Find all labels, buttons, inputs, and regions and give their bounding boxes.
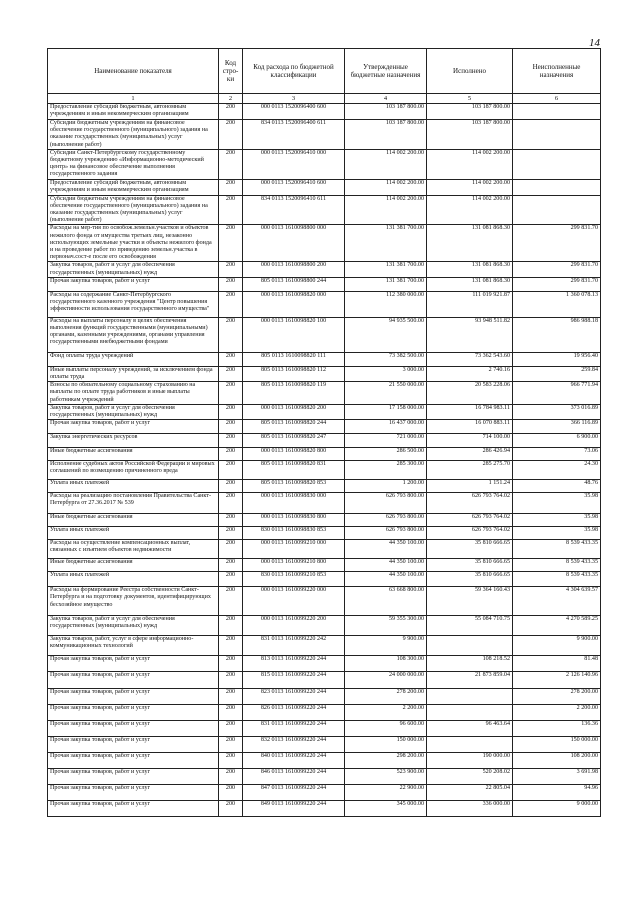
table-row	[48, 317, 601, 352]
column-number: 5	[427, 94, 513, 104]
row-line-code: 200	[219, 420, 243, 434]
row-name: Иные выплаты персоналу учреждений, за исключением фонда оплаты труда	[48, 366, 219, 381]
row-line-code: 200	[219, 291, 243, 317]
row-budget-code: 815 0113 1610099220 244	[243, 672, 345, 689]
row-executed: 55 084 710.75	[427, 616, 513, 636]
row-budget-code: 823 0113 1610099220 244	[243, 689, 345, 705]
table-row	[48, 149, 601, 179]
row-unexecuted: 9 000.00	[513, 801, 601, 817]
row-approved: 131 381 700.00	[345, 262, 427, 277]
row-name: Субсидии Санкт-Петербургскому государственному бюджетному учреждению «Информационно-методический центр» на финансовое обеспечение выполнения государственного задания	[48, 149, 219, 179]
table-row	[48, 656, 601, 672]
row-name: Прочая закупка товаров, работ и услуг	[48, 689, 219, 705]
row-budget-code: 832 0113 1610099220 244	[243, 737, 345, 753]
row-line-code: 200	[219, 656, 243, 672]
row-unexecuted: 278 200.00	[513, 689, 601, 705]
row-name: Предоставление субсидий бюджетным, автономным учреждениям и иным некоммерческим организациям	[48, 179, 219, 195]
header-budget-code: Код расхода по бюджетной классификации	[243, 49, 345, 94]
row-budget-code: 000 0113 1610098820 000	[243, 291, 345, 317]
row-name: Уплата иных платежей	[48, 480, 219, 493]
row-budget-code: 830 0113 1610098830 853	[243, 527, 345, 540]
table-row	[48, 785, 601, 801]
row-line-code: 200	[219, 616, 243, 636]
budget-execution-table	[47, 48, 601, 817]
table-row	[48, 689, 601, 705]
table-row	[48, 366, 601, 381]
row-budget-code: 826 0113 1610099220 244	[243, 705, 345, 721]
row-line-code: 200	[219, 366, 243, 381]
row-unexecuted: 4 304 639.57	[513, 587, 601, 616]
row-approved: 1 200.00	[345, 480, 427, 493]
row-line-code: 200	[219, 404, 243, 419]
table-row	[48, 480, 601, 493]
row-name: Закупка товаров, работ и услуг для обеспечения государственных (муниципальных) нужд	[48, 262, 219, 277]
row-unexecuted	[513, 104, 601, 120]
row-approved: 44 350 100.00	[345, 572, 427, 587]
row-unexecuted: 108 200.00	[513, 753, 601, 769]
row-unexecuted	[513, 149, 601, 179]
row-approved: 721 000.00	[345, 434, 427, 448]
row-executed: 35 810 666.65	[427, 559, 513, 572]
row-unexecuted: 150 000.00	[513, 737, 601, 753]
row-budget-code: 847 0113 1610099220 244	[243, 785, 345, 801]
row-approved: 626 793 800.00	[345, 527, 427, 540]
row-unexecuted: 1 360 078.13	[513, 291, 601, 317]
row-budget-code: 000 0113 1610099210 000	[243, 540, 345, 559]
row-approved: 96 600.00	[345, 721, 427, 737]
row-budget-code: 000 0113 1610098820 100	[243, 317, 345, 352]
row-approved: 523 900.00	[345, 769, 427, 785]
header-executed: Исполнено	[427, 49, 513, 94]
row-approved: 114 002 200.00	[345, 179, 427, 195]
row-line-code: 200	[219, 480, 243, 493]
row-budget-code: 840 0113 1610099220 244	[243, 753, 345, 769]
row-name: Прочая закупка товаров, работ и услуг	[48, 769, 219, 785]
row-name: Прочая закупка товаров, работ и услуг	[48, 721, 219, 737]
row-executed	[427, 636, 513, 656]
table-row	[48, 225, 601, 262]
row-budget-code: 849 0113 1610099220 244	[243, 801, 345, 817]
row-executed: 111 019 921.87	[427, 291, 513, 317]
row-line-code: 200	[219, 769, 243, 785]
row-executed: 22 805.04	[427, 785, 513, 801]
table-body	[48, 104, 601, 817]
table-row	[48, 514, 601, 527]
row-line-code: 200	[219, 461, 243, 480]
table-row	[48, 404, 601, 419]
row-unexecuted: 8 539 433.35	[513, 572, 601, 587]
row-executed: 16 784 983.11	[427, 404, 513, 419]
row-unexecuted: 299 831.70	[513, 225, 601, 262]
row-name: Закупка товаров, работ и услуг для обеспечения государственных (муниципальных) нужд	[48, 616, 219, 636]
row-name: Прочая закупка товаров, работ и услуг	[48, 753, 219, 769]
row-unexecuted: 35.98	[513, 493, 601, 514]
row-budget-code: 000 0113 1520096410 600	[243, 179, 345, 195]
row-unexecuted: 3 691.98	[513, 769, 601, 785]
table-row	[48, 672, 601, 689]
row-unexecuted: 48.76	[513, 480, 601, 493]
row-executed: 20 583 228.06	[427, 382, 513, 405]
row-budget-code: 813 0113 1610099220 244	[243, 656, 345, 672]
row-name: Прочая закупка товаров, работ и услуг	[48, 737, 219, 753]
row-line-code: 200	[219, 737, 243, 753]
row-executed: 73 362 543.60	[427, 352, 513, 366]
row-line-code: 200	[219, 587, 243, 616]
row-unexecuted: 35.98	[513, 527, 601, 540]
row-budget-code: 000 0113 1520096400 600	[243, 104, 345, 120]
row-line-code: 200	[219, 195, 243, 225]
table-row	[48, 801, 601, 817]
row-approved: 44 350 100.00	[345, 540, 427, 559]
row-approved: 114 002 200.00	[345, 195, 427, 225]
row-approved: 44 350 100.00	[345, 559, 427, 572]
row-approved: 286 500.00	[345, 448, 427, 461]
row-name: Расходы на формирование Реестра собственности Санкт-Петербурга и на подготовку документов, идентифицирующих бесхозяйное имущество	[48, 587, 219, 616]
row-approved: 22 900.00	[345, 785, 427, 801]
row-executed: 626 793 764.02	[427, 493, 513, 514]
row-approved: 9 900.00	[345, 636, 427, 656]
row-budget-code: 000 0113 1520096410 000	[243, 149, 345, 179]
row-line-code: 200	[219, 382, 243, 405]
row-name: Расходы на содержание Санкт-Петербургского государственного казенного учреждения "Центр повышения эффективности использования государственного имущества"	[48, 291, 219, 317]
row-unexecuted: 94.96	[513, 785, 601, 801]
row-unexecuted: 2 126 140.96	[513, 672, 601, 689]
row-unexecuted: 373 016.89	[513, 404, 601, 419]
row-unexecuted: 9 900.00	[513, 636, 601, 656]
row-unexecuted: 6 900.00	[513, 434, 601, 448]
row-unexecuted: 35.98	[513, 514, 601, 527]
row-unexecuted: 986 988.18	[513, 317, 601, 352]
row-line-code: 200	[219, 317, 243, 352]
table-row	[48, 705, 601, 721]
row-unexecuted	[513, 179, 601, 195]
row-budget-code: 831 0113 1610099220 242	[243, 636, 345, 656]
row-line-code: 200	[219, 120, 243, 150]
row-unexecuted: 81.48	[513, 656, 601, 672]
row-line-code: 200	[219, 277, 243, 291]
table-row	[48, 753, 601, 769]
row-approved: 16 437 000.00	[345, 420, 427, 434]
column-number-row	[48, 94, 601, 104]
row-approved: 21 550 000.00	[345, 382, 427, 405]
row-line-code: 200	[219, 705, 243, 721]
table-row	[48, 769, 601, 785]
row-line-code: 200	[219, 179, 243, 195]
row-executed: 35 810 666.65	[427, 572, 513, 587]
row-budget-code: 000 0113 1610098830 800	[243, 514, 345, 527]
header-approved: Утвержденные бюджетные назначения	[345, 49, 427, 94]
row-budget-code: 000 0113 1610099220 000	[243, 587, 345, 616]
row-name: Субсидии бюджетным учреждениям на финансовое обеспечение государственного (муниципального) задания на оказание государственных (муниципальных) услуг (выполнение работ)	[48, 195, 219, 225]
row-line-code: 200	[219, 672, 243, 689]
column-number: 6	[513, 94, 601, 104]
table-row	[48, 587, 601, 616]
row-line-code: 200	[219, 104, 243, 120]
row-approved: 2 200.00	[345, 705, 427, 721]
row-approved: 150 000.00	[345, 737, 427, 753]
row-line-code: 200	[219, 753, 243, 769]
row-approved: 131 381 700.00	[345, 277, 427, 291]
row-budget-code: 000 0113 1610098820 800	[243, 448, 345, 461]
row-budget-code: 805 0113 1610098820 112	[243, 366, 345, 381]
row-budget-code: 831 0113 1610099220 244	[243, 721, 345, 737]
table-row	[48, 420, 601, 434]
row-executed: 190 000.00	[427, 753, 513, 769]
table-row	[48, 434, 601, 448]
row-approved: 114 002 200.00	[345, 149, 427, 179]
row-name: Прочая закупка товаров, работ и услуг	[48, 656, 219, 672]
row-unexecuted: 24.30	[513, 461, 601, 480]
row-executed: 286 426.94	[427, 448, 513, 461]
row-name: Расходы на выплаты персоналу в целях обеспечения выполнения функций государственными (муниципальными) органами, казенными учреждениями, органами управления государственными внебюджетными фондами	[48, 317, 219, 352]
row-unexecuted: 299 831.70	[513, 277, 601, 291]
row-executed: 114 002 200.00	[427, 195, 513, 225]
row-approved: 63 668 800.00	[345, 587, 427, 616]
row-budget-code: 000 0113 1610098830 000	[243, 493, 345, 514]
row-line-code: 200	[219, 225, 243, 262]
row-unexecuted: 966 771.94	[513, 382, 601, 405]
table-row	[48, 527, 601, 540]
table-row	[48, 461, 601, 480]
table-row	[48, 195, 601, 225]
row-executed: 2 740.16	[427, 366, 513, 381]
row-line-code: 200	[219, 514, 243, 527]
row-budget-code: 000 0113 1610099210 800	[243, 559, 345, 572]
row-name: Предоставление субсидий бюджетным, автономным учреждениям и иным некоммерческим организациям	[48, 104, 219, 120]
row-approved: 73 382 500.00	[345, 352, 427, 366]
row-budget-code: 000 0113 1610099220 200	[243, 616, 345, 636]
row-line-code: 200	[219, 636, 243, 656]
row-line-code: 200	[219, 559, 243, 572]
column-number: 3	[243, 94, 345, 104]
row-budget-code: 805 0113 1610098820 247	[243, 434, 345, 448]
row-approved: 94 935 500.00	[345, 317, 427, 352]
row-approved: 285 300.00	[345, 461, 427, 480]
row-name: Прочая закупка товаров, работ и услуг	[48, 801, 219, 817]
table-row	[48, 721, 601, 737]
row-line-code: 200	[219, 721, 243, 737]
row-approved: 626 793 800.00	[345, 493, 427, 514]
row-line-code: 200	[219, 448, 243, 461]
row-budget-code: 000 0113 1610098800 000	[243, 225, 345, 262]
row-approved: 24 000 000.00	[345, 672, 427, 689]
table-row	[48, 262, 601, 277]
row-name: Уплата иных платежей	[48, 572, 219, 587]
row-name: Иные бюджетные ассигнования	[48, 514, 219, 527]
table-row	[48, 572, 601, 587]
row-approved: 59 355 300.00	[345, 616, 427, 636]
row-line-code: 200	[219, 434, 243, 448]
row-unexecuted: 4 270 589.25	[513, 616, 601, 636]
table-row	[48, 291, 601, 317]
row-executed: 626 793 764.02	[427, 527, 513, 540]
table-row	[48, 540, 601, 559]
row-budget-code: 805 0113 1610098820 853	[243, 480, 345, 493]
row-executed: 131 081 868.30	[427, 262, 513, 277]
row-name: Иные бюджетные ассигнования	[48, 559, 219, 572]
row-name: Закупка товаров, работ и услуг для обеспечения государственных (муниципальных) нужд	[48, 404, 219, 419]
row-line-code: 200	[219, 149, 243, 179]
row-line-code: 200	[219, 689, 243, 705]
row-executed	[427, 705, 513, 721]
row-budget-code: 805 0113 1610098820 831	[243, 461, 345, 480]
row-unexecuted: 8 539 433.35	[513, 540, 601, 559]
table-row	[48, 352, 601, 366]
row-approved: 626 793 800.00	[345, 514, 427, 527]
row-approved: 131 381 700.00	[345, 225, 427, 262]
row-unexecuted: 2 200.00	[513, 705, 601, 721]
page-number: 14	[589, 37, 600, 49]
row-executed: 714 100.00	[427, 434, 513, 448]
row-executed: 114 002 200.00	[427, 179, 513, 195]
row-approved: 345 000.00	[345, 801, 427, 817]
row-name: Субсидии бюджетным учреждениям на финансовое обеспечение государственного (муниципального) задания на оказание государственных (муниципальных) услуг (выполнение работ)	[48, 120, 219, 150]
row-budget-code: 834 0113 1520096410 611	[243, 195, 345, 225]
table-row	[48, 277, 601, 291]
table-row	[48, 559, 601, 572]
row-budget-code: 805 0113 1610098800 244	[243, 277, 345, 291]
row-executed: 93 948 511.82	[427, 317, 513, 352]
row-executed: 626 793 764.02	[427, 514, 513, 527]
row-budget-code: 805 0113 1610098820 111	[243, 352, 345, 366]
row-line-code: 200	[219, 572, 243, 587]
row-name: Уплата иных платежей	[48, 527, 219, 540]
row-executed: 285 275.70	[427, 461, 513, 480]
row-budget-code: 834 0113 1520096400 611	[243, 120, 345, 150]
row-executed: 108 218.52	[427, 656, 513, 672]
row-unexecuted	[513, 195, 601, 225]
row-executed: 520 208.02	[427, 769, 513, 785]
row-budget-code: 846 0113 1610099220 244	[243, 769, 345, 785]
row-approved: 108 300.00	[345, 656, 427, 672]
row-budget-code: 000 0113 1610098800 200	[243, 262, 345, 277]
table-row	[48, 636, 601, 656]
row-name: Прочая закупка товаров, работ и услуг	[48, 705, 219, 721]
row-approved: 103 187 800.00	[345, 104, 427, 120]
row-name: Фонд оплаты труда учреждений	[48, 352, 219, 366]
row-executed	[427, 689, 513, 705]
table-row	[48, 616, 601, 636]
table-row	[48, 493, 601, 514]
row-approved: 103 187 800.00	[345, 120, 427, 150]
row-unexecuted: 73.06	[513, 448, 601, 461]
column-number: 4	[345, 94, 427, 104]
row-name: Иные бюджетные ассигнования	[48, 448, 219, 461]
row-executed: 114 002 200.00	[427, 149, 513, 179]
row-unexecuted: 366 116.89	[513, 420, 601, 434]
row-executed: 96 463.64	[427, 721, 513, 737]
table-header-row	[48, 49, 601, 94]
row-line-code: 200	[219, 527, 243, 540]
row-unexecuted: 8 539 433.35	[513, 559, 601, 572]
column-number: 1	[48, 94, 219, 104]
row-line-code: 200	[219, 262, 243, 277]
row-executed: 16 070 883.11	[427, 420, 513, 434]
row-unexecuted: 259.84	[513, 366, 601, 381]
header-name: Наименование показателя	[48, 49, 219, 94]
row-budget-code: 805 0113 1610098820 119	[243, 382, 345, 405]
header-unexecuted: Неисполненные назначения	[513, 49, 601, 94]
table-row	[48, 120, 601, 150]
row-executed: 131 081 868.30	[427, 225, 513, 262]
table-row	[48, 737, 601, 753]
row-unexecuted: 136.36	[513, 721, 601, 737]
row-name: Расходы на мер-тия по освобож.земельн.участков и объектов нежилого фонда от имущества третьих лиц, незаконно использующих земельные участки и объекты нежилого фонда и на проведение работ по приведению земельн.участка в первонач.сост-е после его освобождения	[48, 225, 219, 262]
row-line-code: 200	[219, 540, 243, 559]
row-approved: 17 158 000.00	[345, 404, 427, 419]
row-executed: 336 000.00	[427, 801, 513, 817]
row-executed: 59 364 160.43	[427, 587, 513, 616]
row-executed: 35 810 666.65	[427, 540, 513, 559]
row-name: Взносы по обязательному социальному страхованию на выплаты по оплате труда работников и иные выплаты работникам учреждений	[48, 382, 219, 405]
row-executed: 131 081 868.30	[427, 277, 513, 291]
row-unexecuted: 299 831.70	[513, 262, 601, 277]
row-executed: 103 187 800.00	[427, 120, 513, 150]
row-name: Закупка энергетических ресурсов	[48, 434, 219, 448]
row-executed	[427, 737, 513, 753]
row-line-code: 200	[219, 785, 243, 801]
table-row	[48, 382, 601, 405]
row-name: Исполнение судебных актов Российской Федерации и мировых соглашений по возмещению причиненного вреда	[48, 461, 219, 480]
row-executed: 1 151.24	[427, 480, 513, 493]
row-line-code: 200	[219, 801, 243, 817]
table-row	[48, 179, 601, 195]
column-number: 2	[219, 94, 243, 104]
row-approved: 298 200.00	[345, 753, 427, 769]
row-budget-code: 805 0113 1610098820 244	[243, 420, 345, 434]
row-approved: 278 200.00	[345, 689, 427, 705]
row-line-code: 200	[219, 493, 243, 514]
row-executed: 21 873 859.04	[427, 672, 513, 689]
row-executed: 103 187 800.00	[427, 104, 513, 120]
row-approved: 112 380 000.00	[345, 291, 427, 317]
row-name: Расходы на осуществление компенсационных выплат, связанных с изъятием объектов недвижимости	[48, 540, 219, 559]
row-name: Прочая закупка товаров, работ и услуг	[48, 785, 219, 801]
table-row	[48, 104, 601, 120]
row-name: Расходы на реализацию постановления Правительства Санкт-Петербурга от 27.36.2017 № 539	[48, 493, 219, 514]
header-line-code: Код стро-ки	[219, 49, 243, 94]
row-name: Закупка товаров, работ, услуг в сфере информационно-коммуникационных технологий	[48, 636, 219, 656]
row-line-code: 200	[219, 352, 243, 366]
row-unexecuted	[513, 120, 601, 150]
row-unexecuted: 19 956.40	[513, 352, 601, 366]
row-name: Прочая закупка товаров, работ и услуг	[48, 672, 219, 689]
row-name: Прочая закупка товаров, работ и услуг	[48, 277, 219, 291]
row-budget-code: 000 0113 1610098820 200	[243, 404, 345, 419]
table-row	[48, 448, 601, 461]
row-budget-code: 830 0113 1610099210 853	[243, 572, 345, 587]
row-approved: 3 000.00	[345, 366, 427, 381]
row-name: Прочая закупка товаров, работ и услуг	[48, 420, 219, 434]
